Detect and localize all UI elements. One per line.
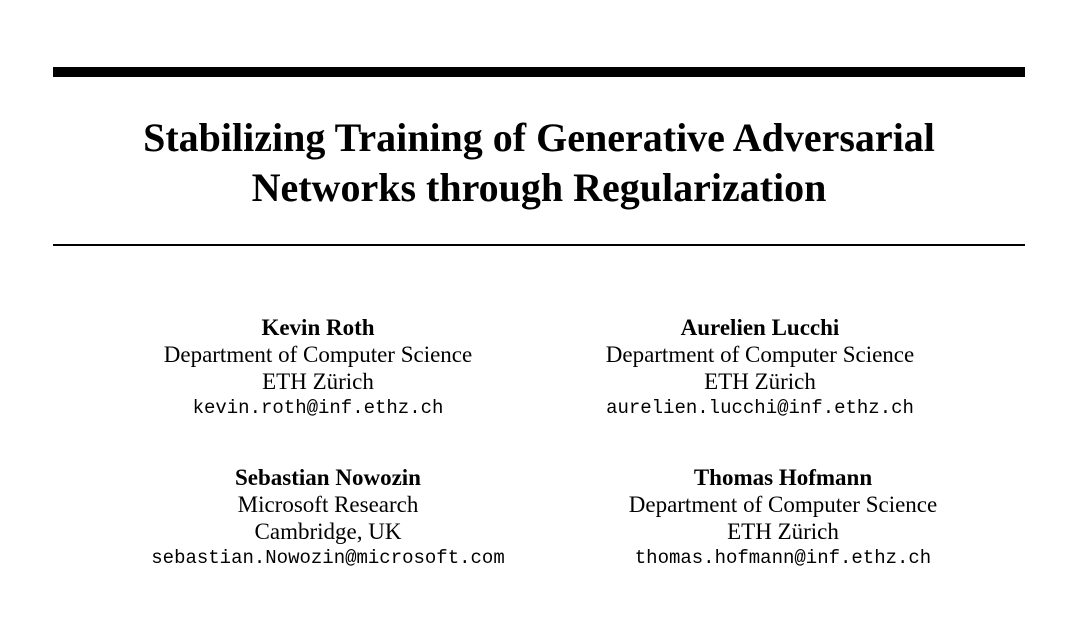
author-block-aurelien-lucchi — [540, 314, 980, 422]
author-institution: ETH Zürich — [262, 369, 374, 394]
author-institution: ETH Zürich — [704, 369, 816, 394]
author-block-kevin-roth — [98, 314, 538, 422]
author-department: Department of Computer Science — [605, 342, 915, 367]
author-institution: Cambridge, UK — [254, 519, 402, 544]
author-institution: ETH Zürich — [727, 519, 839, 544]
author-department: Microsoft Research — [237, 492, 419, 517]
title-line-1: Stabilizing Training of Generative Adversarial — [143, 115, 935, 160]
author-block-sebastian-nowozin — [108, 464, 548, 572]
author-email: sebastian.Nowozin@microsoft.com — [151, 547, 505, 569]
author-email: thomas.hofmann@inf.ethz.ch — [634, 547, 932, 569]
author-block-thomas-hofmann — [563, 464, 1003, 572]
author-name: Aurelien Lucchi — [680, 315, 840, 340]
author-email: aurelien.lucchi@inf.ethz.ch — [606, 397, 914, 419]
author-name: Thomas Hofmann — [693, 465, 873, 490]
author-name: Kevin Roth — [261, 315, 375, 340]
author-name: Sebastian Nowozin — [235, 465, 421, 490]
title-line-2: Networks through Regularization — [251, 165, 827, 210]
author-email: kevin.roth@inf.ethz.ch — [192, 397, 444, 419]
author-department: Department of Computer Science — [628, 492, 938, 517]
title-bottom-rule — [53, 244, 1025, 246]
paper-title — [53, 113, 1025, 213]
title-top-rule — [53, 67, 1025, 77]
author-department: Department of Computer Science — [163, 342, 473, 367]
